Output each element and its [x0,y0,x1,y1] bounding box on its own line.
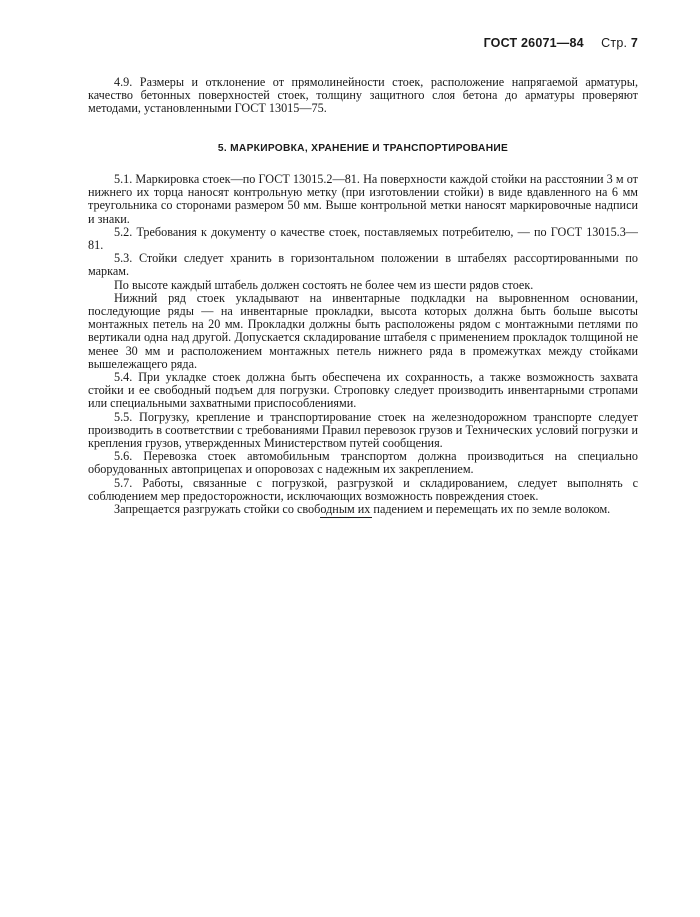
page-header [484,36,638,50]
section-4-9 [88,76,638,116]
paragraph-5-5: 5.5. Погрузку, крепление и транспортирование стоек на железнодорожном транспорте следует производить в соответствии с требованиями Правил перевозок грузов и Технических условий погрузки и крепления грузов, утвержденных Министерством путей сообщения. [88,409,638,451]
paragraph-5-3-stack-height: По высоте каждый штабель должен состоять не более чем из шести рядов стоек. [114,277,534,292]
page-number: 7 [630,36,638,50]
page-indicator [601,36,638,50]
standard-number: ГОСТ 26071—84 [483,36,584,50]
page-label: Стр. [601,36,628,50]
paragraph-4-9: 4.9. Размеры и отклонение от прямолинейности стоек, расположение напрягаемой арматуры, качество бетонных поверхностей стоек, толщину защитного слоя бетона до арматуры проверяют методами, установленными ГОСТ 13015—75. [88,75,638,116]
paragraph-5-1: 5.1. Маркировка стоек—по ГОСТ 13015.2—81. На поверхности каждой стойки на расстоянии 3 м от нижнего их торца наносят контрольную метку (при изготовлении стойки) в виде вдавленного на 6 мм треугольника со сторонами размером 50 мм. Выше контрольной метки наносят маркировочные надписи и знаки. [88,172,638,226]
paragraph-5-3-bottom-row: Нижний ряд стоек укладывают на инвентарные подкладки на выровненном основании, последующие ряды — на инвентарные прокладки, высота которых должна быть больше высоты монтажных петель на 20 мм. Прокладки должны быть расположены рядом с монтажными петлями по вертикали одна над другой. Допускается складирование штабеля с применением прокладок толщиной не менее 30 мм и расположением монтажных петель нижнего ряда в промежутках между стойками вышележащего ряда. [88,290,638,371]
paragraph-5-4: 5.4. При укладке стоек должна быть обеспечена их сохранность, а также возможность захвата стойки и ее свободный подъем для погрузки. Строповку следует производить инвентарными стропами или специальными захватными приспособлениями. [88,370,638,411]
end-divider [320,517,372,518]
paragraph-5-6: 5.6. Перевозка стоек автомобильным транспортом должна производиться на специально оборудованных автоприцепах и опоровозах с надежным их закреплением. [88,449,638,477]
paragraph-5-3: 5.3. Стойки следует хранить в горизонтальном положении в штабелях рассортированными по маркам. [88,251,638,279]
paragraph-5-2: 5.2. Требования к документу о качестве стоек, поставляемых потребителю, — по ГОСТ 13015.3—81. [88,224,638,253]
paragraph-5-7-prohibition: Запрещается разгружать стойки со свободным их падением и перемещать их по земле волоком. [114,502,611,517]
section-5-body [88,173,638,516]
section-5-title: 5. МАРКИРОВКА, ХРАНЕНИЕ И ТРАНСПОРТИРОВАНИЕ [217,143,509,154]
paragraph-5-7: 5.7. Работы, связанные с погрузкой, разгрузкой и складированием, следует выполнять с соблюдением мер предосторожности, исключающих возможность повреждения стоек. [88,475,638,503]
